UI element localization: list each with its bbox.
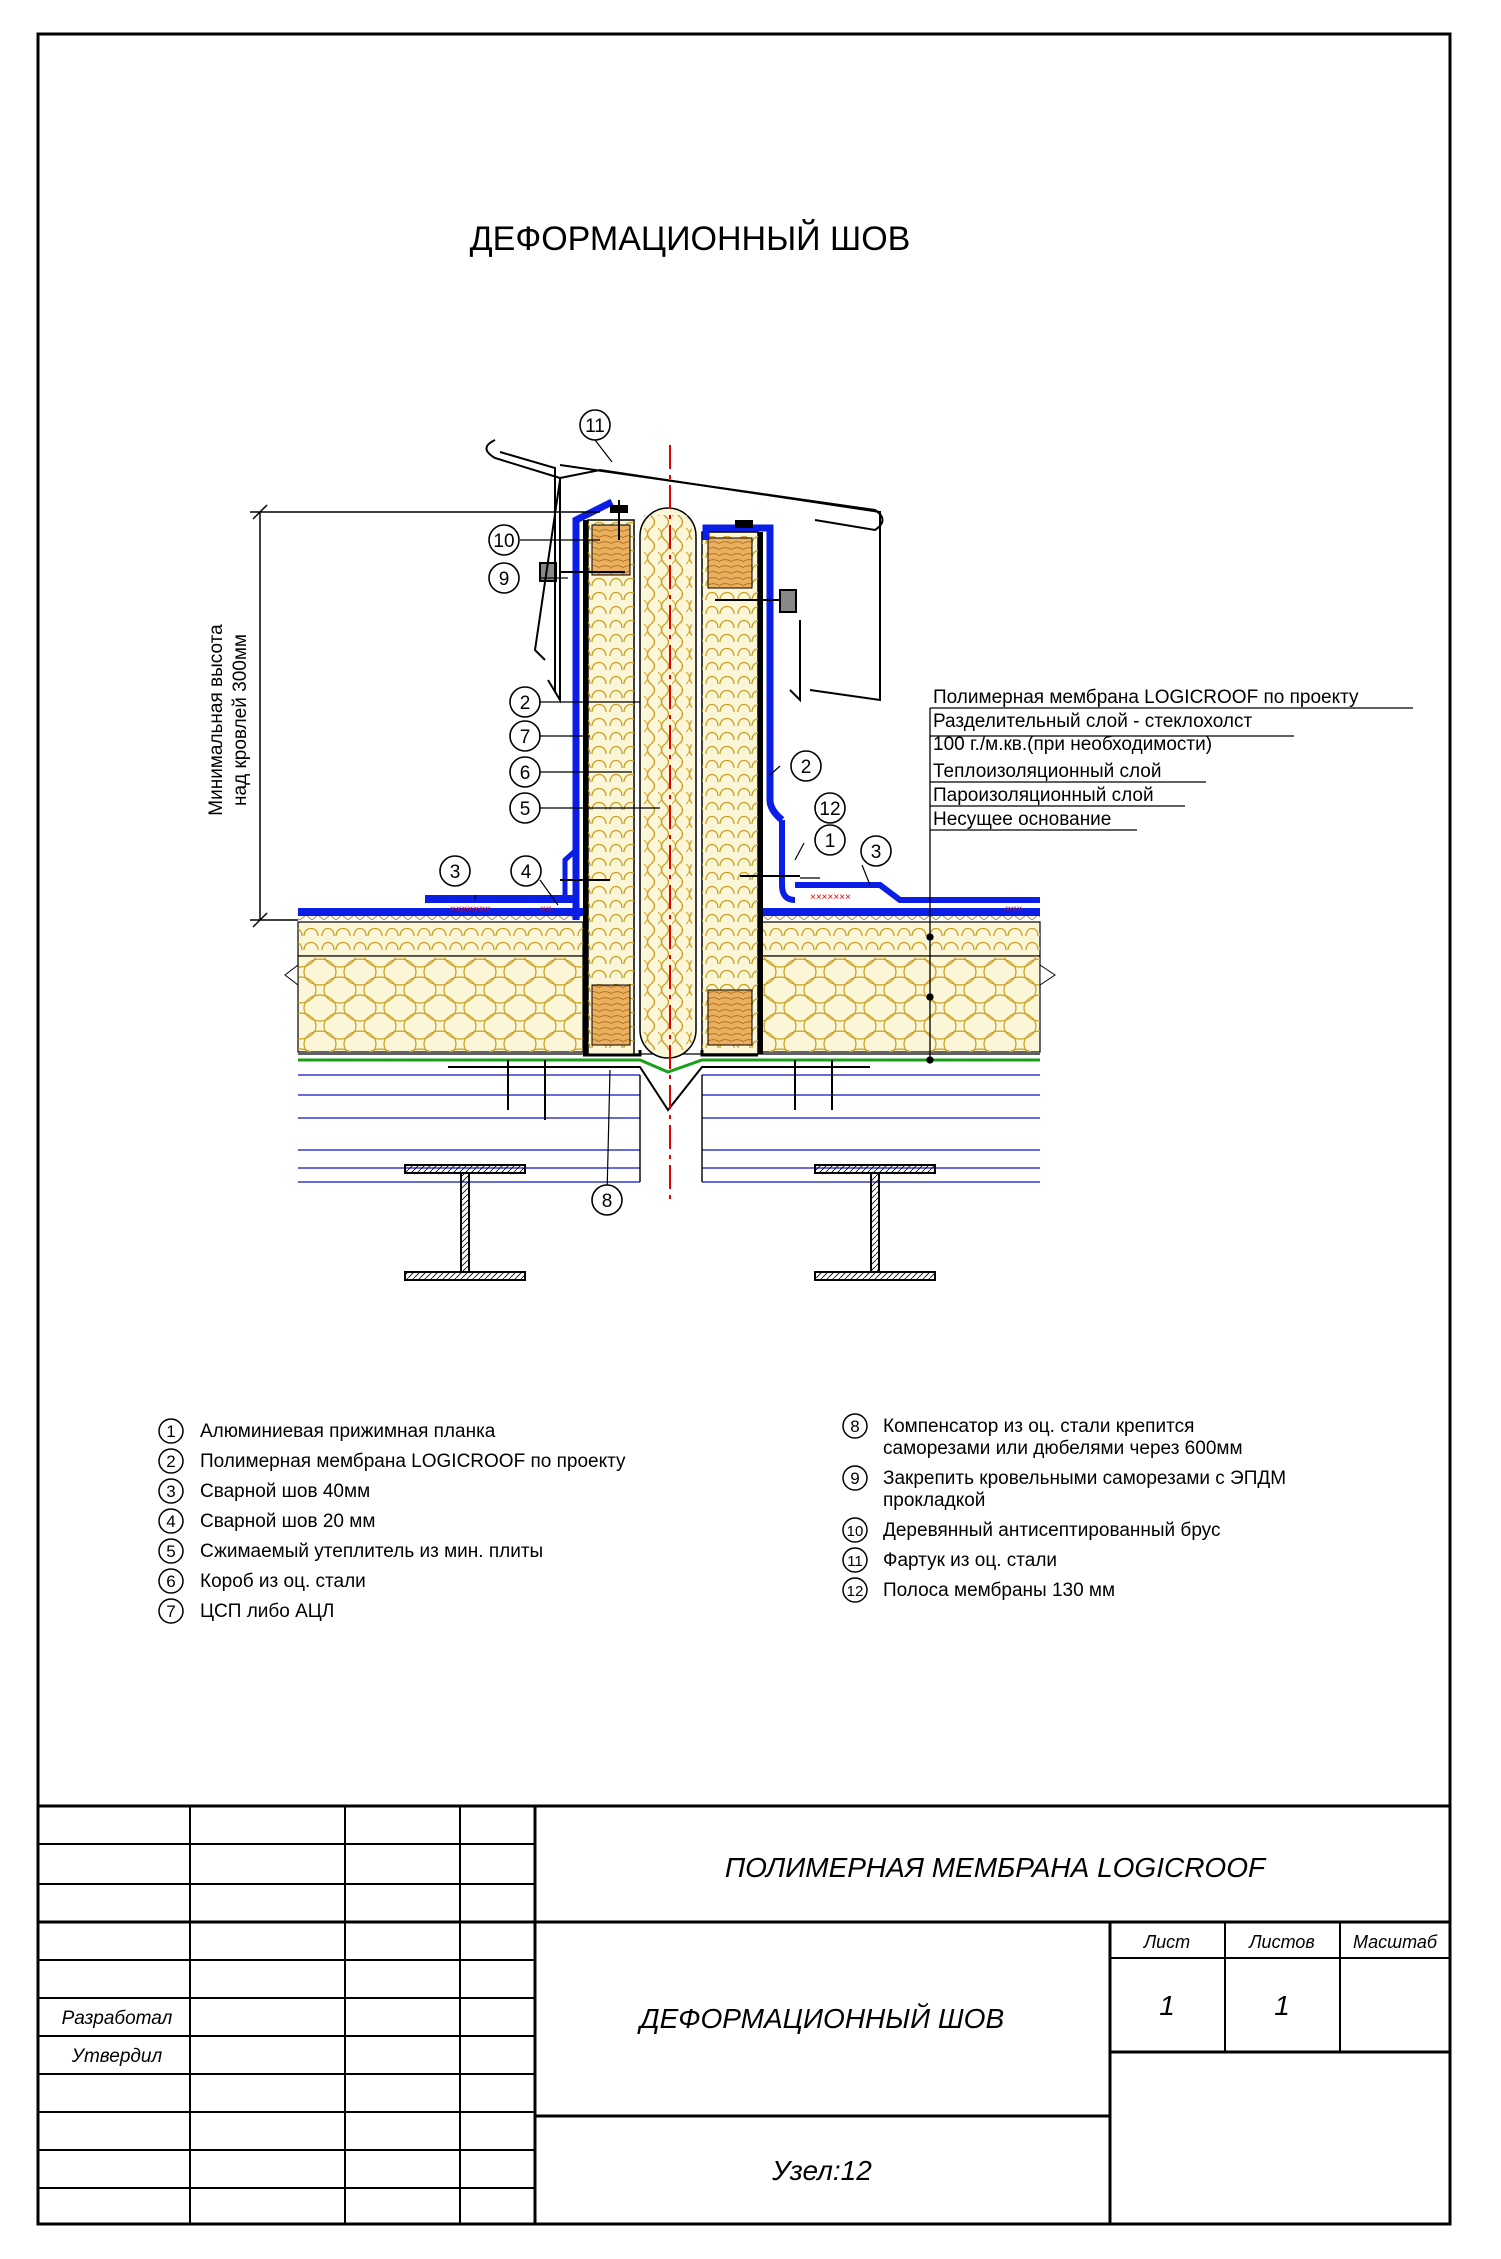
legend_right-num-9: 9 <box>850 1469 860 1488</box>
compensator <box>448 1067 870 1110</box>
legend_left-num-5: 5 <box>166 1542 176 1561</box>
layer-label-thermal: Теплоизоляционный слой <box>933 761 1162 782</box>
callout-10-num: 10 <box>493 531 515 552</box>
callout-4-num: 4 <box>520 862 532 883</box>
dimension-label-line2: над кровлей 300мм <box>230 634 251 806</box>
callout-12-num: 12 <box>819 799 841 820</box>
legend_left-item-7-line-0: ЦСП либо АЦЛ <box>200 1601 335 1622</box>
svg-text:××: ×× <box>540 904 552 915</box>
callout-11-num: 11 <box>585 416 605 437</box>
legend_right-item-12-line-0: Полоса мембраны 130 мм <box>883 1580 1116 1601</box>
legend_right-num-11: 11 <box>847 1553 863 1570</box>
callout-2-right-num: 2 <box>800 757 812 778</box>
legend_left-item-4-line-0: Сварной шов 20 мм <box>200 1511 376 1532</box>
legend_left-num-2: 2 <box>166 1452 176 1471</box>
stamp-approved: Утвердил <box>71 2046 163 2067</box>
legend_left-num-7: 7 <box>166 1602 176 1621</box>
layer-label-base: Несущее основание <box>933 809 1112 830</box>
legend_right-num-12: 12 <box>846 1583 864 1600</box>
legend_right-item-9-line-1: прокладкой <box>883 1490 986 1511</box>
svg-text:×××××××: ××××××× <box>810 892 851 903</box>
callout-8-num: 8 <box>601 1191 613 1212</box>
legend_left-num-3: 3 <box>166 1482 176 1501</box>
legend <box>159 1414 1286 1623</box>
stamp-company: ПОЛИМЕРНАЯ МЕМБРАНА LOGICROOF <box>724 1852 1266 1883</box>
stamp-sheets-label: Листов <box>1249 1932 1315 1952</box>
legend_right-item-9-line-0: Закрепить кровельными саморезами с ЭПДМ <box>883 1468 1287 1489</box>
svg-text:×××: ××× <box>1005 904 1023 915</box>
joint-section-drawing <box>206 440 1413 1280</box>
legend_left-item-6-line-0: Короб из оц. стали <box>200 1571 366 1592</box>
layer-label-vapor: Пароизоляционный слой <box>933 785 1154 806</box>
roof-membrane-left <box>298 895 583 920</box>
callout-7-num: 7 <box>519 727 531 748</box>
callout-3-left-num: 3 <box>449 862 461 883</box>
dimension-label-line1: Минимальная высота <box>206 624 227 816</box>
legend_right-num-8: 8 <box>850 1417 860 1436</box>
roof-membrane-right <box>760 820 1040 920</box>
legend_left-item-2-line-0: Полимерная мембрана LOGICROOF по проекту <box>200 1451 626 1472</box>
stamp-node: Узел:12 <box>772 2155 872 2186</box>
legend_left-num-1: 1 <box>166 1422 176 1441</box>
stamp-sheet-value: 1 <box>1159 1990 1175 2021</box>
legend_right-item-8-line-0: Компенсатор из оц. стали крепится <box>883 1416 1195 1437</box>
legend_left-item-1-line-0: Алюминиевая прижимная планка <box>200 1421 496 1442</box>
callout-6-num: 6 <box>519 763 531 784</box>
stamp-sheets-value: 1 <box>1274 1990 1290 2021</box>
drawing-title: ДЕФОРМАЦИОННЫЙ ШОВ <box>469 220 911 258</box>
legend_right-num-10: 10 <box>846 1523 864 1540</box>
layer-label-separator-density: 100 г./м.кв.(при необходимости) <box>933 734 1213 755</box>
legend_left-item-5-line-0: Сжимаемый утеплитель из мин. плиты <box>200 1541 544 1562</box>
legend_right-item-11-line-0: Фартук из оц. стали <box>883 1550 1058 1571</box>
legend_right-item-8-line-1: саморезами или дюбелями через 600мм <box>883 1438 1243 1459</box>
legend_left-num-4: 4 <box>166 1512 176 1531</box>
layer-label-separator: Разделительный слой - стеклохолст <box>933 711 1253 732</box>
callout-2-left-num: 2 <box>519 693 531 714</box>
legend_left-num-6: 6 <box>166 1572 176 1591</box>
callout-9-num: 9 <box>498 569 510 590</box>
stamp-developed: Разработал <box>61 2008 173 2029</box>
stamp-drawing-name: ДЕФОРМАЦИОННЫЙ ШОВ <box>639 2003 1005 2034</box>
legend_left-item-3-line-0: Сварной шов 40мм <box>200 1481 371 1502</box>
layer-label-membrane: Полимерная мембрана LOGICROOF по проекту <box>933 687 1359 708</box>
legend_right-item-10-line-0: Деревянный антисептированный брус <box>883 1520 1221 1541</box>
stamp-scale-label: Масштаб <box>1352 1932 1438 1952</box>
svg-text:×××××××: ××××××× <box>450 904 491 915</box>
callout-3-right-num: 3 <box>870 842 882 863</box>
sheet-frame <box>38 34 1450 2224</box>
callout-1-num: 1 <box>824 831 836 852</box>
stamp-sheet-label: Лист <box>1143 1932 1191 1952</box>
callout-5-num: 5 <box>519 799 531 820</box>
